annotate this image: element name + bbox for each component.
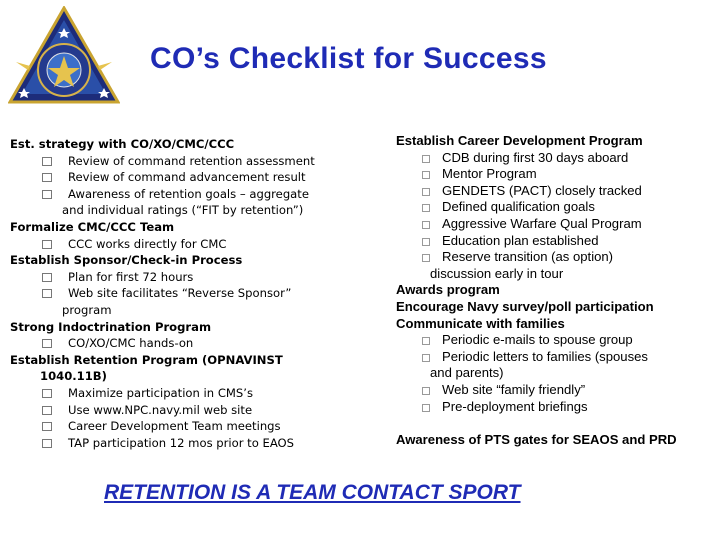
left-heading-indoctrination: Strong Indoctrination Program <box>10 319 212 334</box>
checkbox-icon <box>422 171 430 179</box>
left-item: Web site facilitates “Reverse Sponsor” <box>10 285 382 302</box>
right-item: Web site “family friendly” <box>396 382 724 399</box>
checkbox-icon <box>42 439 52 448</box>
left-heading-strategy: Est. strategy with CO/XO/CMC/CCC <box>10 137 235 151</box>
command-emblem-logo <box>8 6 120 104</box>
right-heading-families: Communicate with families <box>396 315 565 331</box>
footer-slogan: RETENTION IS A TEAM CONTACT SPORT <box>104 481 521 504</box>
slide-title: CO’s Checklist for Success <box>150 42 547 75</box>
checkbox-icon <box>42 173 52 182</box>
checkbox-icon <box>422 387 430 395</box>
left-item: Career Development Team meetings <box>10 418 382 435</box>
checkbox-icon <box>42 389 52 398</box>
right-item: Pre-deployment briefings <box>396 399 724 416</box>
left-heading-continuation: 1040.11B) <box>40 369 107 384</box>
checkbox-icon <box>42 273 52 282</box>
right-item: Periodic e-mails to spouse group <box>396 332 724 349</box>
left-item: Use www.NPC.navy.mil web site <box>10 402 382 419</box>
checkbox-icon <box>422 188 430 196</box>
right-item-continuation: and parents) <box>430 365 504 381</box>
checkbox-icon <box>422 221 430 229</box>
left-item-continuation: program <box>62 302 112 317</box>
checkbox-icon <box>42 240 52 249</box>
left-item: Awareness of retention goals – aggregate <box>10 186 382 203</box>
right-item: Education plan established <box>396 233 724 250</box>
right-heading-career: Establish Career Development Program <box>396 133 643 148</box>
left-heading-sponsor: Establish Sponsor/Check-in Process <box>10 253 243 268</box>
right-item: CDB during first 30 days aboard <box>396 150 724 167</box>
right-item: Mentor Program <box>396 166 724 183</box>
right-item: Periodic letters to families (spouses <box>396 349 724 366</box>
right-item-continuation: discussion early in tour <box>430 265 564 281</box>
checkbox-icon <box>422 337 430 345</box>
left-item-continuation: and individual ratings (“FIT by retention”) <box>62 203 304 218</box>
right-item: Defined qualification goals <box>396 199 724 216</box>
right-item: Aggressive Warfare Qual Program <box>396 216 724 233</box>
checkbox-icon <box>42 289 52 298</box>
spacer <box>396 415 724 432</box>
left-heading-retention-program: Establish Retention Program (OPNAVINST <box>10 352 283 367</box>
checkbox-icon <box>422 204 430 212</box>
checkbox-icon <box>422 354 430 362</box>
left-item: Review of command advancement result <box>10 169 382 186</box>
right-column <box>396 133 724 448</box>
checkbox-icon <box>422 404 430 412</box>
checkbox-icon <box>42 157 52 166</box>
left-item: TAP participation 12 mos prior to EAOS <box>10 435 382 452</box>
left-item: CCC works directly for CMC <box>10 236 382 253</box>
right-item: Reserve transition (as option) <box>396 249 724 266</box>
left-heading-team: Formalize CMC/CCC Team <box>10 219 175 234</box>
right-item: GENDETS (PACT) closely tracked <box>396 183 724 200</box>
left-item: CO/XO/CMC hands-on <box>10 335 382 352</box>
checkbox-icon <box>42 339 52 348</box>
checkbox-icon <box>42 422 52 431</box>
checkbox-icon <box>422 155 430 163</box>
right-heading-survey: Encourage Navy survey/poll participation <box>396 298 654 314</box>
checkbox-icon <box>422 254 430 262</box>
left-column <box>10 136 382 451</box>
checkbox-icon <box>42 406 52 415</box>
checkbox-icon <box>42 190 52 199</box>
left-item: Review of command retention assessment <box>10 153 382 170</box>
right-heading-awards: Awards program <box>396 282 500 298</box>
left-item: Maximize participation in CMS’s <box>10 385 382 402</box>
checkbox-icon <box>422 238 430 246</box>
left-item: Plan for first 72 hours <box>10 269 382 286</box>
right-heading-pts: Awareness of PTS gates for SEAOS and PRD <box>396 431 677 447</box>
